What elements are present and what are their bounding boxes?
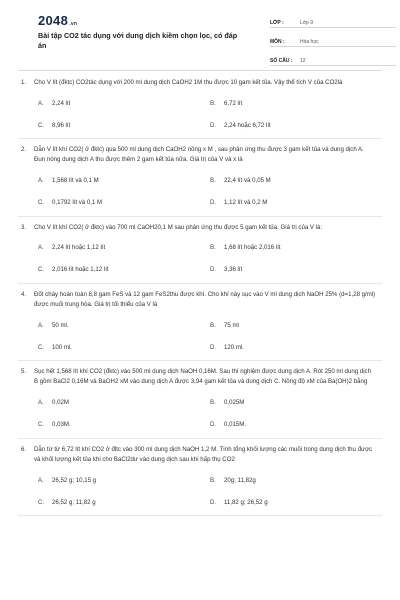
answer-letter: A. bbox=[38, 476, 44, 484]
question-divider bbox=[18, 138, 382, 139]
answer-letter: C. bbox=[38, 266, 45, 274]
answer-options bbox=[38, 170, 382, 214]
answer-text: 1,568 lít và 0,1 M bbox=[52, 177, 99, 185]
question-header bbox=[18, 78, 382, 88]
answer-letter: A. bbox=[38, 321, 44, 329]
answer-option[interactable] bbox=[210, 170, 382, 192]
answer-letter: A. bbox=[38, 244, 44, 252]
meta-label: LỚP : bbox=[270, 20, 284, 26]
question-text: Cho V lít khí CO2( ở đktc) vào 700 ml CaOH20,1 M sau phản ứng thu được 5 gam kết tủa. Giá trị của V là: bbox=[34, 223, 323, 231]
question-item bbox=[18, 445, 382, 516]
answer-option[interactable] bbox=[210, 392, 382, 414]
answer-letter: A. bbox=[38, 99, 44, 107]
answer-text: 2,24 hoặc 6,72 lít bbox=[224, 121, 271, 129]
question-header bbox=[18, 290, 382, 310]
answer-letter: B. bbox=[210, 399, 216, 407]
question-divider bbox=[18, 438, 382, 439]
question-list bbox=[18, 78, 382, 522]
answer-option[interactable] bbox=[38, 237, 210, 259]
question-header bbox=[18, 223, 382, 233]
answer-text: 8,96 lít bbox=[52, 121, 71, 129]
answer-letter: D. bbox=[210, 199, 217, 207]
site-logo[interactable] bbox=[38, 13, 77, 28]
meta-label: SỐ CÂU : bbox=[270, 58, 293, 64]
answer-letter: D. bbox=[210, 498, 217, 506]
meta-row-count bbox=[270, 52, 396, 66]
answer-option[interactable] bbox=[38, 336, 210, 358]
answer-letter: C. bbox=[38, 343, 45, 351]
answer-option[interactable] bbox=[210, 92, 382, 114]
answer-option[interactable] bbox=[38, 92, 210, 114]
answer-text: 1,68 lít hoặc 2,016 lít bbox=[224, 244, 281, 252]
meta-value: 12 bbox=[300, 58, 306, 64]
answer-letter: D. bbox=[210, 421, 217, 429]
question-number: 2. bbox=[21, 146, 27, 154]
answer-text: 0,1792 lít và 0,1 M bbox=[52, 199, 103, 207]
meta-label: MÔN : bbox=[270, 39, 285, 45]
question-header bbox=[18, 145, 382, 165]
answer-option[interactable] bbox=[210, 192, 382, 214]
answer-text: 22,4 lít và 0,05 M bbox=[224, 177, 271, 185]
answer-letter: B. bbox=[210, 476, 216, 484]
answer-letter: B. bbox=[210, 99, 216, 107]
answer-letter: C. bbox=[38, 121, 45, 129]
question-number: 6. bbox=[21, 445, 27, 453]
question-text: Cho V lít (đktc) CO2tác dụng với 200 ml dung dịch CaOH2 1M thu được 10 gam kết tủa. Vậy thể tích V của CO2là bbox=[34, 79, 343, 86]
question-number: 1. bbox=[21, 79, 27, 86]
question-number: 4. bbox=[21, 290, 27, 298]
answer-text: 100 ml. bbox=[52, 343, 72, 351]
document-title: Bài tập CO2 tác dụng với dung dịch kiềm chọn lọc, có đáp án bbox=[38, 31, 238, 50]
question-divider bbox=[18, 283, 382, 284]
question-divider bbox=[18, 515, 382, 516]
meta-row-class bbox=[270, 14, 396, 28]
answer-text: 50 ml. bbox=[52, 321, 69, 329]
answer-letter: C. bbox=[38, 498, 45, 506]
question-item bbox=[18, 78, 382, 139]
answer-text: 11,82 g; 26,52 g bbox=[224, 498, 268, 506]
answer-option[interactable] bbox=[38, 469, 210, 491]
question-text: Dẫn V lít khí CO2( ở đktc) qua 500 ml dung dịch CaOH2 nồng x M , sau phản ứng thu được 3 gam kết tủa và dung dịch A. Đun nóng dung dịch A thu được thêm 2 gam kết tủa nữa. Giá trị của V và x là bbox=[34, 146, 364, 164]
meta-value: Lớp 9 bbox=[300, 20, 314, 26]
answer-options bbox=[38, 237, 382, 281]
answer-letter: B. bbox=[210, 177, 216, 185]
meta-info bbox=[270, 14, 396, 71]
answer-text: 3,36 lít bbox=[224, 266, 243, 274]
answer-letter: B. bbox=[210, 244, 216, 252]
answer-option[interactable] bbox=[210, 491, 382, 513]
answer-text: 6,72 lít bbox=[224, 99, 243, 107]
answer-options bbox=[38, 92, 382, 136]
answer-text: 26,52 g; 11,82 g bbox=[52, 498, 96, 506]
answer-text: 2,016 lít hoặc 1,12 lít bbox=[52, 266, 109, 274]
answer-option[interactable] bbox=[38, 170, 210, 192]
answer-option[interactable] bbox=[38, 259, 210, 281]
answer-text: 75 ml bbox=[224, 321, 239, 329]
logo-text: 2048 bbox=[38, 13, 69, 28]
answer-text: 0,03M. bbox=[52, 421, 71, 429]
answer-options bbox=[38, 314, 382, 358]
answer-text: 0,025M bbox=[224, 399, 245, 407]
answer-option[interactable] bbox=[210, 469, 382, 491]
answer-letter: D. bbox=[210, 343, 217, 351]
answer-text: 0,02M bbox=[52, 399, 69, 407]
answer-letter: C. bbox=[38, 421, 45, 429]
question-divider bbox=[18, 360, 382, 361]
answer-text: 1,12 lít và 0,2 M bbox=[224, 199, 268, 207]
header-divider bbox=[18, 70, 382, 71]
meta-value: Hóa học bbox=[300, 39, 319, 45]
question-number: 3. bbox=[21, 223, 27, 231]
question-header bbox=[18, 445, 382, 465]
question-divider bbox=[18, 216, 382, 217]
answer-options bbox=[38, 392, 382, 436]
answer-text: 2,24 lít bbox=[52, 99, 71, 107]
question-item bbox=[18, 367, 382, 438]
answer-option[interactable] bbox=[38, 192, 210, 214]
question-text: Đốt cháy hoàn toàn 8,8 gam FeS và 12 gam FeS2thu được khí. Cho khí này sục vào V ml dung dịch NaOH 25% (d=1,28 g/ml) được muối trung hòa. Giá trị tối thiểu của V là bbox=[34, 290, 376, 309]
answer-option[interactable] bbox=[38, 491, 210, 513]
answer-option[interactable] bbox=[210, 414, 382, 436]
answer-text: 0,015M. bbox=[224, 421, 247, 429]
answer-letter: C. bbox=[38, 199, 45, 207]
answer-options bbox=[38, 469, 382, 513]
answer-letter: A. bbox=[38, 177, 44, 185]
question-header bbox=[18, 367, 382, 387]
answer-option[interactable] bbox=[210, 259, 382, 281]
answer-option[interactable] bbox=[210, 237, 382, 259]
answer-option[interactable] bbox=[38, 414, 210, 436]
question-item bbox=[18, 290, 382, 361]
answer-option[interactable] bbox=[38, 314, 210, 336]
answer-option[interactable] bbox=[38, 114, 210, 136]
answer-option[interactable] bbox=[210, 314, 382, 336]
answer-letter: D. bbox=[210, 266, 217, 274]
question-item bbox=[18, 145, 382, 216]
question-number: 5. bbox=[21, 368, 27, 376]
answer-text: 26,52 g; 10,15 g bbox=[52, 476, 97, 484]
answer-text: 120 ml. bbox=[224, 343, 244, 351]
question-text: Sục hết 1,568 lít khí CO2 (đktc) vào 500 ml dung dịch NaOH 0,16M. Sau thí nghiệm được dung dịch A. Rót 250 ml dung dịch B gồm BaCl2 0,16M và BaOH2 xM vào dung dịch A được 3,94 gam kết tủa và dung dịch C. Nồng độ xM của Ba(OH)2 bằng bbox=[34, 368, 371, 386]
question-text: Dẫn từ từ 6,72 lít khí CO2 ở đltc vào 300 ml dung dịch NaOH 1,2 M. Tính tổng khối lượng các muối trong dung dịch thu được và khối lượng kết tủa khi cho BaCl2dư vào dung dịch sau khi hấp thụ CO2 bbox=[34, 445, 373, 463]
logo-tld: .vn bbox=[69, 21, 78, 27]
answer-letter: A. bbox=[38, 399, 44, 407]
meta-row-subject bbox=[270, 33, 396, 47]
answer-letter: D. bbox=[210, 121, 217, 129]
question-item bbox=[18, 223, 382, 284]
answer-text: 2,24 lít hoặc 1,12 lít bbox=[52, 244, 106, 252]
answer-option[interactable] bbox=[210, 114, 382, 136]
answer-option[interactable] bbox=[38, 392, 210, 414]
answer-option[interactable] bbox=[210, 336, 382, 358]
answer-letter: B. bbox=[210, 321, 216, 329]
answer-text: 20g; 11,82g bbox=[224, 476, 256, 484]
header bbox=[18, 0, 382, 68]
